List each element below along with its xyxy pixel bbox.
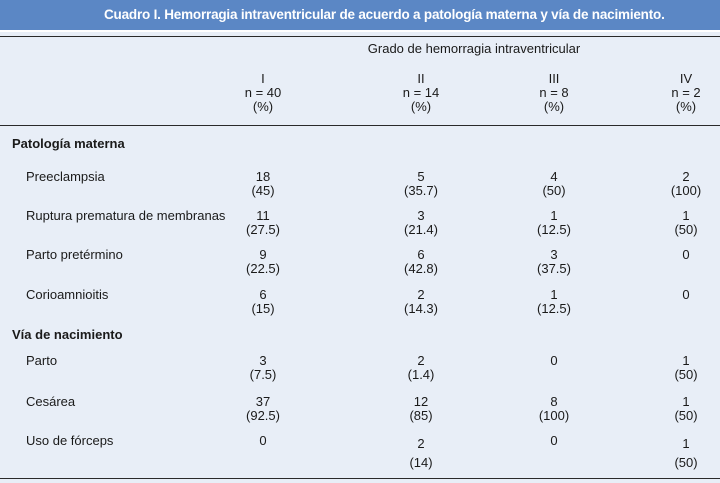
table-cell: 1 (50) — [674, 394, 698, 423]
table-cell: 5 (35.7) — [404, 169, 438, 198]
table-cell: 3 (7.5) — [249, 353, 277, 382]
table-cell: 9 (22.5) — [246, 247, 280, 276]
column-unit: (%) — [675, 99, 697, 114]
column-unit: (%) — [410, 99, 432, 114]
table-cell: 1 (12.5) — [537, 208, 571, 237]
table-cell: 0 — [259, 433, 267, 448]
table-cell: 6 (42.8) — [404, 247, 438, 276]
section-title: Patología materna — [12, 136, 125, 151]
column-grade: IV — [679, 71, 693, 86]
row-label: Uso de fórceps — [26, 433, 114, 448]
table-cell: 0 — [682, 287, 690, 302]
column-grade: I — [261, 71, 265, 86]
table-cell: 0 — [550, 433, 558, 448]
row-label: Corioamnioitis — [26, 287, 109, 302]
column-group-header: Grado de hemorragia intraventricular — [367, 41, 581, 56]
column-n: n = 2 — [671, 85, 701, 100]
table-cell: 18 (45) — [251, 169, 275, 198]
column-n: n = 8 — [539, 85, 569, 100]
row-label: Preeclampsia — [26, 169, 105, 184]
table-cell: 1 (12.5) — [537, 287, 571, 316]
row-label: Parto — [26, 353, 58, 368]
header-rule — [0, 125, 720, 126]
column-grade: III — [548, 71, 560, 86]
table-cell: 37 (92.5) — [246, 394, 280, 423]
table-cell: 8 (100) — [538, 394, 570, 423]
bottom-rule — [0, 478, 720, 479]
table-cell: 0 — [550, 353, 558, 368]
table-cell: 11 (27.5) — [246, 208, 280, 237]
table-cell: 1 (50) — [674, 353, 698, 382]
table-cell: 4 (50) — [542, 169, 566, 198]
top-rule — [0, 36, 720, 37]
table-cell: 1 (50) — [674, 436, 698, 470]
table-cell: 2 (14) — [409, 436, 433, 470]
table-cell: 1 (50) — [674, 208, 698, 237]
table-cell: 2 (14.3) — [404, 287, 438, 316]
row-label: Ruptura prematura de membranas — [26, 208, 226, 223]
table-cell: 0 — [682, 247, 690, 262]
table-cell: 12 (85) — [409, 394, 433, 423]
column-header-iv — [671, 72, 700, 114]
caption-text: Cuadro I. Hemorragia intraventricular de acuerdo a patología materna y vía de nacimiento. — [104, 7, 665, 22]
table-cell: 3 (21.4) — [404, 208, 438, 237]
column-unit: (%) — [543, 99, 565, 114]
row-label: Cesárea — [26, 394, 76, 409]
table-cell: 3 (37.5) — [537, 247, 571, 276]
table-cell: 2 (1.4) — [407, 353, 435, 382]
section-title: Vía de nacimiento — [12, 327, 123, 342]
column-header-ii — [403, 72, 440, 114]
table-caption — [0, 0, 720, 32]
row-label: Parto pretérmino — [26, 247, 123, 262]
column-n: n = 14 — [402, 85, 440, 100]
column-unit: (%) — [252, 99, 274, 114]
table-cell: 2 (100) — [670, 169, 702, 198]
column-n: n = 40 — [244, 85, 282, 100]
column-grade: II — [417, 71, 425, 86]
column-header-i — [245, 72, 282, 114]
table-cell: 6 (15) — [251, 287, 275, 316]
column-header-iii — [539, 72, 568, 114]
